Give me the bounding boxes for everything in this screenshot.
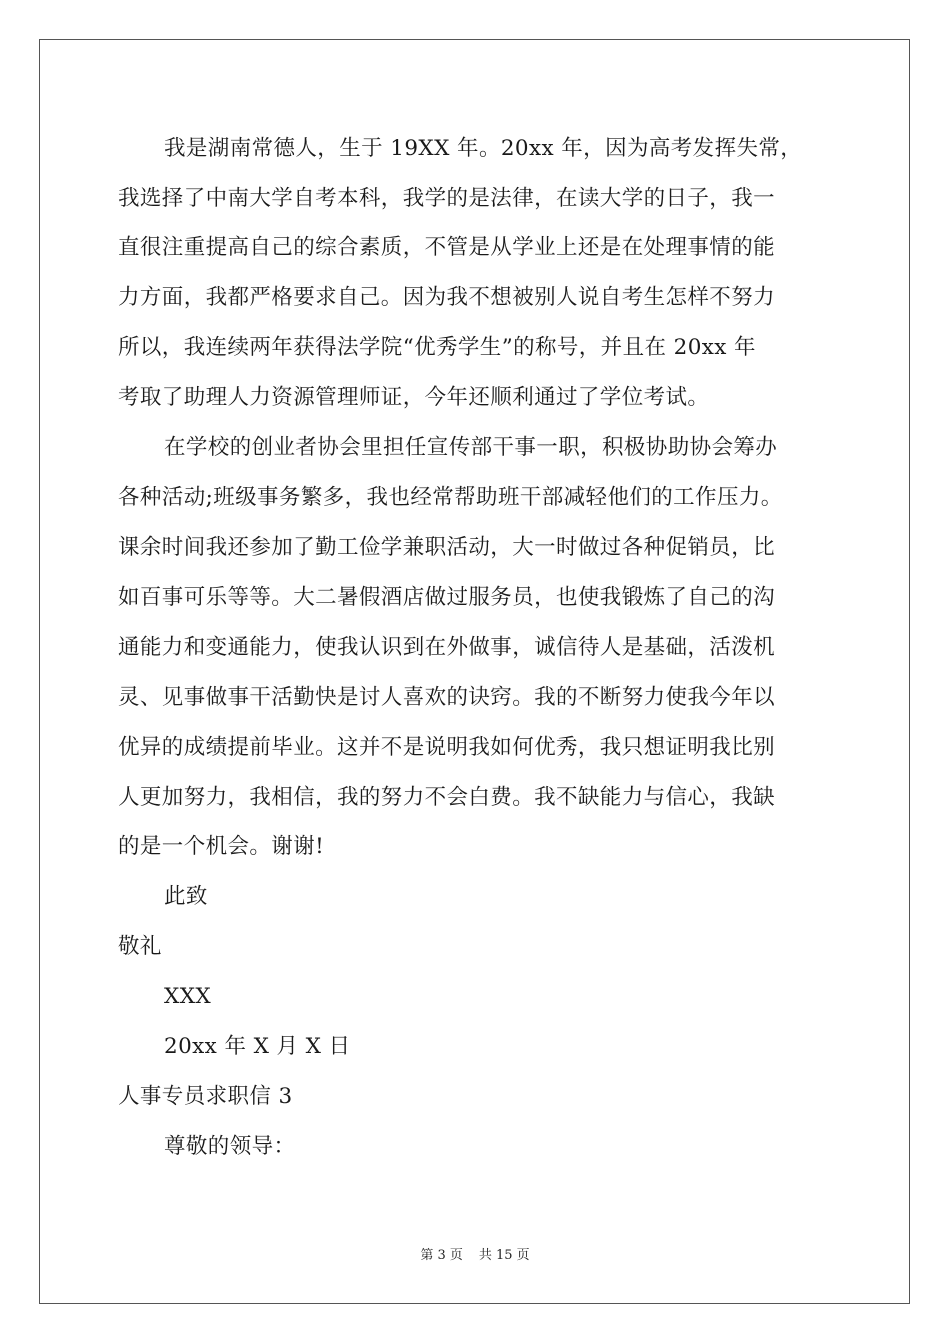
- next-section-title: 人事专员求职信 3: [118, 1084, 293, 1109]
- paragraph-1-line-6: 考取了助理人力资源管理师证，今年还顺利通过了学位考试。: [118, 385, 710, 410]
- paragraph-2-line-9: 的是一个机会。谢谢!: [118, 834, 325, 859]
- signature-text: XXX: [164, 984, 212, 1009]
- paragraph-2-line-2: 各种活动;班级事务繁多，我也经常帮助班干部减轻他们的工作压力。: [118, 485, 783, 510]
- paragraph-2-line-5: 通能力和变通能力，使我认识到在外做事，诚信待人是基础，活泼机: [118, 635, 776, 660]
- paragraph-1-line-3: 直很注重提高自己的综合素质，不管是从学业上还是在处理事情的能: [118, 235, 776, 260]
- paragraph-2-line-7: 优异的成绩提前毕业。这并不是说明我如何优秀，我只想证明我比别: [118, 735, 776, 760]
- page-border: [39, 39, 910, 1304]
- page-total: 共 15 页: [478, 1248, 530, 1263]
- page-footer: [0, 1247, 950, 1265]
- paragraph-1-line-4: 力方面，我都严格要求自己。因为我不想被别人说自考生怎样不努力: [118, 285, 776, 310]
- paragraph-1-line-1: 我是湖南常德人，生于 19XX 年。20xx 年，因为高考发挥失常，: [164, 136, 803, 161]
- paragraph-2-line-8: 人更加努力，我相信，我的努力不会白费。我不缺能力与信心，我缺: [118, 785, 776, 810]
- paragraph-1-line-2: 我选择了中南大学自考本科，我学的是法律，在读大学的日子，我一: [118, 186, 776, 211]
- paragraph-1-line-5: 所以，我连续两年获得法学院“优秀学生”的称号，并且在 20xx 年: [118, 335, 756, 360]
- salute-text: 敬礼: [118, 934, 162, 959]
- closing-text: 此致: [164, 884, 208, 909]
- next-section-greeting: 尊敬的领导：: [164, 1134, 296, 1159]
- paragraph-2-line-4: 如百事可乐等等。大二暑假酒店做过服务员，也使我锻炼了自己的沟: [118, 585, 776, 610]
- page-number: 第 3 页: [420, 1248, 463, 1263]
- date-text: 20xx 年 X 月 X 日: [164, 1034, 351, 1059]
- paragraph-2-line-3: 课余时间我还参加了勤工俭学兼职活动，大一时做过各种促销员，比: [118, 535, 776, 560]
- paragraph-2-line-6: 灵、见事做事干活勤快是讨人喜欢的诀窍。我的不断努力使我今年以: [118, 685, 776, 710]
- paragraph-2-line-1: 在学校的创业者协会里担任宣传部干事一职，积极协助协会筹办: [164, 435, 778, 460]
